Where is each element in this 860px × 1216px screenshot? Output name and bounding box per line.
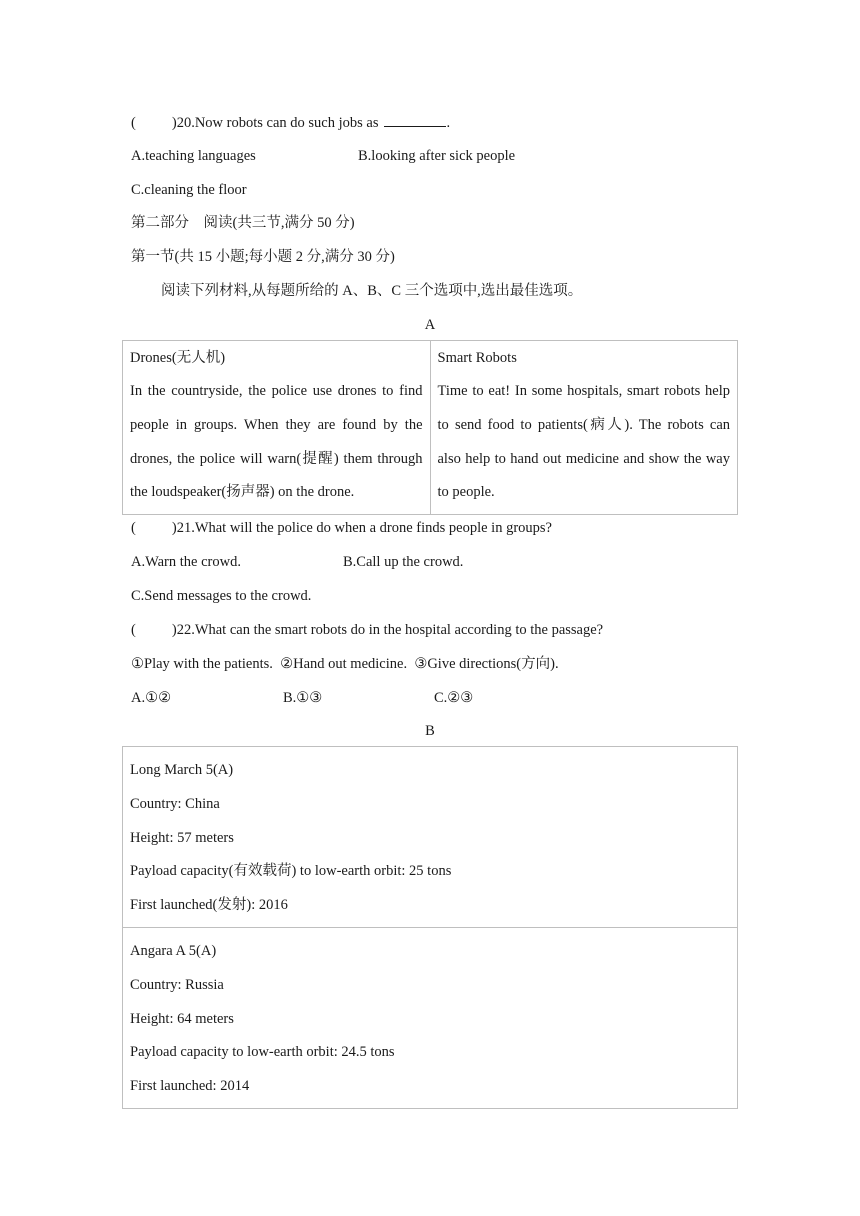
passage-a-label: A — [424, 317, 436, 333]
rocket-name: Long March 5(A) — [130, 762, 234, 778]
question-20-options — [131, 146, 515, 166]
smart-robots-title: Smart Robots — [437, 350, 517, 366]
rocket-angara-cell — [123, 927, 738, 1108]
smart-robots-body: Time to eat! In some hospitals, smart robots help to send food to patients(病人). The robots can also help to hand out medicine and show the way to people. — [437, 383, 730, 501]
answer-paren-close: ) — [171, 622, 177, 638]
option-a: A.①② — [131, 690, 172, 706]
section-one-heading: 第一节(共 15 小题;每小题 2 分,满分 30 分) — [131, 249, 395, 265]
question-stem: 21.What will the police do when a drone finds people in groups? — [176, 520, 552, 536]
passage-b-label: B — [425, 723, 435, 739]
rocket-height: Height: 64 meters — [130, 1010, 234, 1027]
rocket-long-march-cell — [123, 747, 738, 928]
option-b: B.①③ — [283, 690, 323, 706]
question-22-options — [131, 688, 473, 708]
rocket-name: Angara A 5(A) — [130, 942, 217, 959]
instructions: 阅读下列材料,从每题所给的 A、B、C 三个选项中,选出最佳选项。 — [161, 283, 583, 299]
question-stem: 22.What can the smart robots do in the hospital according to the passage? — [176, 622, 604, 638]
part-two-heading: 第二部分 阅读(共三节,满分 50 分) — [131, 215, 355, 231]
rocket-first-launched: First launched(发射): 2016 — [130, 897, 288, 914]
smart-robots-cell — [430, 341, 738, 515]
drones-body: In the countryside, the police use drones to find people in groups. When they are found by the drones, the police will warn(提醒) them through the loudspeaker(扬声器) on the drone. — [130, 383, 423, 501]
question-20 — [131, 112, 450, 133]
option-c: C.Send messages to the crowd. — [131, 588, 312, 604]
rocket-payload: Payload capacity to low-earth orbit: 24.5 tons — [130, 1044, 395, 1061]
option-a: A.Warn the crowd. — [131, 554, 241, 570]
answer-paren-close: ) — [171, 520, 177, 536]
answer-paren-open: ( — [131, 622, 136, 638]
question-stem: 20.Now robots can do such jobs as — [176, 115, 379, 131]
rocket-country: Country: China — [130, 795, 220, 812]
question-21-options — [131, 552, 463, 572]
passage-a-table — [122, 340, 738, 515]
rocket-height: Height: 57 meters — [130, 829, 234, 846]
question-22 — [131, 620, 603, 640]
question-22-items: ①Play with the patients. ②Hand out medicine. ③Give directions(方向). — [131, 656, 559, 672]
drones-title: Drones(无人机) — [130, 350, 226, 366]
rocket-payload: Payload capacity(有效载荷) to low-earth orbit: 25 tons — [130, 863, 452, 880]
rocket-first-launched: First launched: 2014 — [130, 1078, 250, 1095]
option-a: A.teaching languages — [131, 148, 256, 164]
answer-paren-open: ( — [131, 520, 136, 536]
drones-cell — [123, 341, 431, 515]
option-b: B.looking after sick people — [358, 148, 516, 164]
answer-paren-close: ) — [171, 115, 177, 131]
question-end: . — [446, 115, 451, 131]
answer-paren-open: ( — [131, 115, 136, 131]
rocket-country: Country: Russia — [130, 976, 224, 993]
fill-blank — [384, 112, 446, 127]
option-b: B.Call up the crowd. — [343, 554, 464, 570]
option-c: C.cleaning the floor — [131, 182, 247, 198]
passage-b-table — [122, 746, 738, 1109]
option-c: C.②③ — [434, 690, 474, 706]
question-21 — [131, 518, 552, 538]
